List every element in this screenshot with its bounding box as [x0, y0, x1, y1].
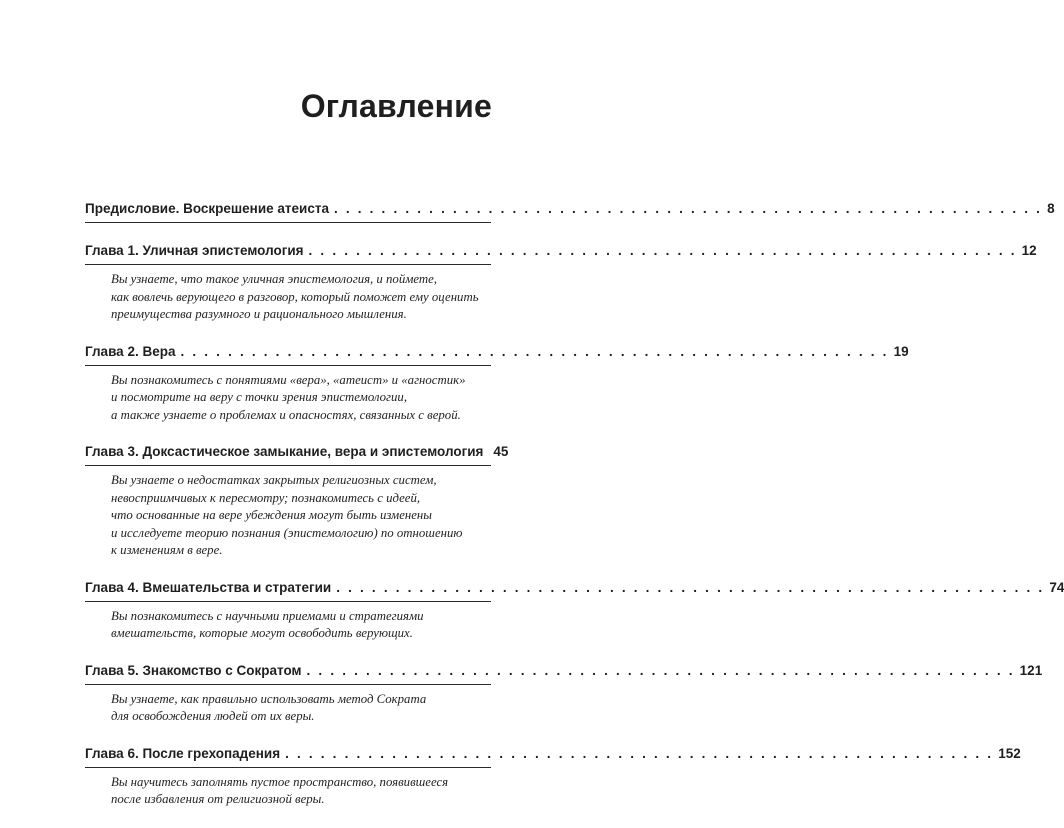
toc-entry — [85, 242, 1037, 324]
toc-entry-description — [85, 472, 491, 560]
divider — [85, 465, 491, 466]
toc-entry-title: Глава 1. Уличная эпистемология — [85, 243, 304, 258]
toc-entry-heading[interactable] — [85, 200, 1055, 218]
dot-leader: . . . . . . . . . . . . . . . . . . . . . . . . . . . . . . . . . . . . . . . . . . . . . . . . . . . . . . . . . . . . — [308, 243, 1017, 258]
description-line: а также узнаете о проблемах и опасностях, связанных с верой. — [111, 407, 461, 422]
divider — [85, 684, 491, 685]
toc-entry-page-number: 74 — [1049, 579, 1064, 595]
divider — [85, 767, 491, 768]
toc-entry-description — [85, 608, 491, 643]
toc-entry-page-number: 121 — [1019, 662, 1043, 678]
toc-entry-title: Глава 4. Вмешательства и стратегии — [85, 579, 332, 595]
divider — [85, 264, 491, 265]
divider — [85, 222, 491, 223]
page-title: Оглавление — [300, 88, 492, 124]
toc-entry — [85, 745, 1021, 809]
toc-entry-page-number: 8 — [1047, 201, 1055, 216]
description-line: после избавления от религиозной веры. — [111, 792, 325, 806]
dot-leader: . . . . . . . . . . . . . . . . . . . . . . . . . . . . . . . . . . . . . . . . . . . . . . . . . . . . . . . . . . . . — [306, 662, 1015, 678]
divider — [85, 365, 491, 366]
description-line: как вовлечь верующего в разговор, который поможет ему оценить — [111, 289, 479, 304]
description-line: Вы познакомитесь с научными приемами и стратегиями — [111, 608, 424, 623]
description-line: Вы узнаете, как правильно использовать метод Сократа — [111, 691, 427, 706]
toc-entry-title: Глава 3. Доксастическое замыкание, вера и эпистемология — [85, 444, 484, 459]
description-line: Вы узнаете, что такое уличная эпистемология, и поймете, — [111, 272, 438, 286]
toc-entry-description — [85, 271, 491, 324]
toc-entry-title: Глава 6. После грехопадения — [85, 745, 281, 761]
dot-leader: . . . . . . . . . . . . . . . . . . . . . . . . . . . . . . . . . . . . . . . . . . . . . . . . . . . . . . . . . . . . — [336, 579, 1045, 595]
toc-entry-title: Глава 2. Вера — [85, 343, 176, 359]
toc-entry-heading[interactable] — [85, 579, 1064, 597]
dot-leader: . . . . . . . . . . . . . . . . . . . . . . . . . . . . . . . . . . . . . . . . . . . . . . . . . . . . . . . . . . . . — [333, 201, 1043, 216]
dot-leader: . . . . . . . . . . . . . . . . . . . . . . . . . . . . . . . . . . . . . . . . . . . . . . . . . . . . . . . . . . . . — [285, 745, 994, 761]
toc-entry-description — [85, 774, 491, 809]
description-line: и исследуете теорию познания (эпистемологию) по отношению — [111, 525, 463, 540]
toc-entry — [85, 343, 909, 425]
toc-entry — [85, 662, 1043, 726]
description-line: к изменениям в вере. — [111, 543, 223, 557]
toc-entry-page-number: 19 — [893, 343, 909, 359]
description-line: преимущества разумного и рационального мышления. — [111, 307, 407, 321]
table-of-contents — [85, 200, 1064, 828]
toc-entry-heading[interactable] — [85, 662, 1043, 680]
toc-entry-heading[interactable] — [85, 745, 1021, 763]
description-line: Вы узнаете о недостатках закрытых религиозных систем, — [111, 473, 437, 487]
description-line: что основанные на вере убеждения могут быть изменены — [111, 508, 432, 522]
divider — [85, 601, 491, 602]
toc-entry — [85, 579, 1064, 643]
toc-entry — [85, 443, 509, 560]
description-line: вмешательств, которые могут освободить верующих. — [111, 626, 413, 640]
toc-entry — [85, 200, 1055, 223]
toc-entry-page-number: 12 — [1021, 243, 1037, 258]
toc-entry-title: Глава 5. Знакомство с Сократом — [85, 662, 302, 678]
toc-entry-description — [85, 372, 491, 425]
toc-entry-page-number: 152 — [998, 745, 1021, 761]
description-line: и посмотрите на веру с точки зрения эпистемологии, — [111, 390, 408, 404]
toc-entry-heading[interactable] — [85, 443, 509, 461]
toc-entry-description — [85, 691, 491, 726]
toc-entry-heading[interactable] — [85, 242, 1037, 260]
description-line: Вы познакомитесь с понятиями «вера», «атеист» и «агностик» — [111, 372, 466, 387]
description-line: для освобождения людей от их веры. — [111, 709, 315, 723]
toc-entry-page-number: 45 — [493, 444, 509, 459]
toc-entry-heading[interactable] — [85, 343, 909, 361]
dot-leader: . . . . . . . . . . . . . . . . . . . . . . . . . . . . . . . . . . . . . . . . . . . . . . . . . . . . . . . . . . . . — [180, 343, 889, 359]
description-line: Вы научитесь заполнять пустое пространство, появившееся — [111, 774, 449, 789]
description-line: невосприимчивых к пересмотру; познакомитесь с идеей, — [111, 490, 421, 505]
toc-entry-title: Предисловие. Воскрешение атеиста — [85, 201, 329, 216]
